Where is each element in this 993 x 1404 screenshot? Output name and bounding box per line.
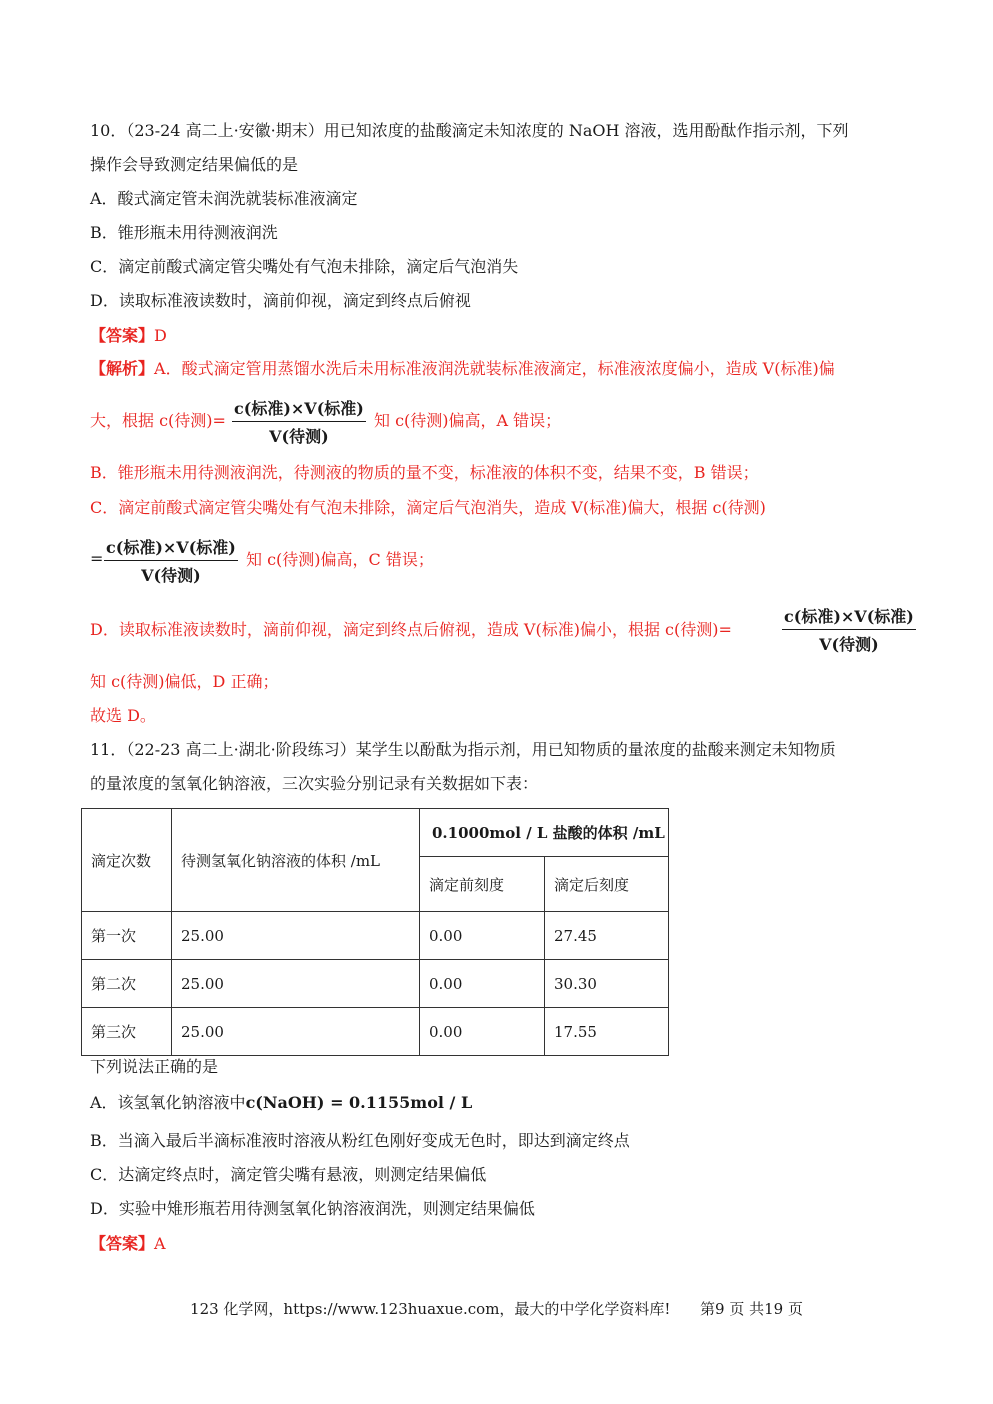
q10-analysis-a-line2-post: 知 c(待测)偏高，A 错误； <box>374 411 562 430</box>
q10-stem-line1: 10．（23-24 高二上·安徽·期末）用已知浓度的盐酸滴定未知浓度的 NaOH 溶液，选用酚酞作指示剂，下列 <box>90 121 849 140</box>
cell-volume: 25.00 <box>172 960 420 1008</box>
q10-analysis-a-line2-pre: 大，根据 c(待测)= <box>90 411 226 430</box>
header-volume: 待测氢氧化钠溶液的体积 /mL <box>172 809 420 912</box>
q10-stem-line2: 操作会导致测定结果偏低的是 <box>90 155 299 174</box>
q11-option-c: C．达滴定终点时，滴定管尖嘴有悬液，则测定结果偏低 <box>90 1165 487 1184</box>
formula-fraction-a <box>232 396 366 447</box>
cell-trial: 第二次 <box>82 960 172 1008</box>
q11-option-a-formula: c(NaOH) = 0.1155mol / L <box>245 1093 473 1112</box>
formula-fraction-c <box>104 535 238 586</box>
page-footer <box>0 1298 993 1319</box>
cell-before: 0.00 <box>420 1008 545 1056</box>
q10-analysis-c-equals: = <box>90 549 104 568</box>
table-row <box>82 1008 669 1056</box>
cell-after: 17.55 <box>545 1008 669 1056</box>
formula-denominator: V(待测) <box>819 635 879 654</box>
q10-analysis-c-line1: C．滴定前酸式滴定管尖嘴处有气泡未排除，滴定后气泡消失，造成 V(标准)偏大，根据 c(待测) <box>90 498 766 517</box>
q10-answer <box>90 325 167 347</box>
analysis-tag: 【解析】 <box>90 359 155 378</box>
q10-option-a: A．酸式滴定管未润洗就装标准液滴定 <box>90 189 358 208</box>
q11-answer <box>90 1233 166 1255</box>
cell-volume: 25.00 <box>172 912 420 960</box>
table-row <box>82 912 669 960</box>
answer-tag: 【答案】 <box>90 1234 155 1253</box>
q10-option-b: B．锥形瓶未用待测液润洗 <box>90 223 278 242</box>
q10-analysis-c-line2-post: 知 c(待测)偏高，C 错误； <box>246 550 434 569</box>
formula-numerator: c(标准)×V(标准) <box>104 535 238 561</box>
q11-option-d: D．实验中雉形瓶若用待测氢氧化钠溶液润洗，则测定结果偏低 <box>90 1199 535 1218</box>
cell-trial: 第一次 <box>82 912 172 960</box>
header-before-reading: 滴定前刻度 <box>420 857 545 912</box>
table-row <box>82 960 669 1008</box>
answer-value: D <box>154 326 167 345</box>
answer-value: A <box>154 1234 166 1253</box>
cell-before: 0.00 <box>420 912 545 960</box>
formula-fraction-d <box>782 604 916 655</box>
q11-prompt: 下列说法正确的是 <box>90 1057 219 1076</box>
q10-option-c: C．滴定前酸式滴定管尖嘴处有气泡未排除，滴定后气泡消失 <box>90 257 519 276</box>
cell-after: 30.30 <box>545 960 669 1008</box>
titration-data-table <box>81 808 669 1056</box>
cell-before: 0.00 <box>420 960 545 1008</box>
formula-denominator: V(待测) <box>269 427 329 446</box>
q10-conclusion: 故选 D。 <box>90 706 156 725</box>
q11-option-b: B．当滴入最后半滴标准液时溶液从粉红色刚好变成无色时，即达到滴定终点 <box>90 1131 630 1150</box>
q11-stem-line2: 的量浓度的氢氧化钠溶液，三次实验分别记录有关数据如下表： <box>90 774 539 793</box>
q10-analysis-d-line1: D．读取标准液读数时，滴前仰视，滴定到终点后俯视，造成 V(标准)偏小，根据 c(待测)= <box>90 620 732 639</box>
header-trial: 滴定次数 <box>82 809 172 912</box>
cell-volume: 25.00 <box>172 1008 420 1056</box>
header-hcl-volume: 0.1000mol / L 盐酸的体积 /mL <box>420 809 669 857</box>
formula-numerator: c(标准)×V(标准) <box>232 396 366 422</box>
q11-stem-line1: 11．（22-23 高二上·湖北·阶段练习）某学生以酚酞为指示剂，用已知物质的量浓度的盐酸来测定未知物质 <box>90 740 836 759</box>
answer-tag: 【答案】 <box>90 326 155 345</box>
q10-analysis-d-line2: 知 c(待测)偏低，D 正确； <box>90 672 279 691</box>
q10-option-d: D．读取标准液读数时，滴前仰视，滴定到终点后俯视 <box>90 291 471 310</box>
footer-page-number: 第9 页 共19 页 <box>700 1300 803 1318</box>
analysis-a-text: A．酸式滴定管用蒸馏水洗后未用标准液润洗就装标准液滴定，标准液浓度偏小，造成 V(标准)偏 <box>154 359 835 378</box>
cell-trial: 第三次 <box>82 1008 172 1056</box>
q11-option-a-text: A．该氢氧化钠溶液中 <box>90 1093 246 1112</box>
formula-numerator: c(标准)×V(标准) <box>782 604 916 630</box>
q10-analysis-a-line1 <box>90 358 835 380</box>
formula-denominator: V(待测) <box>141 566 201 585</box>
q10-analysis-b: B．锥形瓶未用待测液润洗，待测液的物质的量不变，标准液的体积不变，结果不变，B 错误； <box>90 463 759 482</box>
header-after-reading: 滴定后刻度 <box>545 857 669 912</box>
q11-option-a <box>90 1092 472 1114</box>
cell-after: 27.45 <box>545 912 669 960</box>
footer-site-text: 123 化学网，https://www.123huaxue.com，最大的中学化学资料库! <box>190 1300 671 1318</box>
